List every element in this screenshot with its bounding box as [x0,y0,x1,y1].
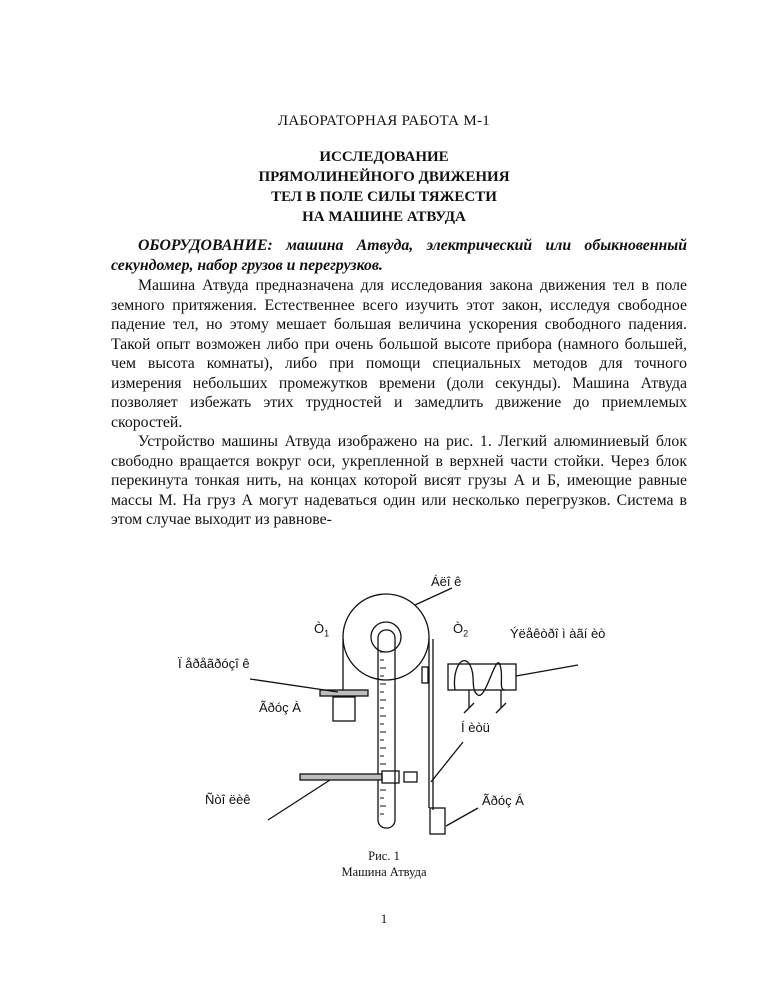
paragraph: Устройство машины Атвуда изображено на рис. 1. Легкий алюминиевый блок свободно вращается вокруг оси, укрепленной в верхней части стойки. Через блок перекинута тонкая нить, на концах которой висят грузы А и Б, имеющие равные массы М. На груз А могут надеваться один или несколько перегрузков. Система в этом случае выходит из равнове- [111,433,687,528]
title-line: ТЕЛ В ПОЛЕ СИЛЫ ТЯЖЕСТИ [271,189,497,205]
label-weight-b: Ãðóç Á [482,793,524,808]
equipment-text: машина Атвуда, электрический или обыкновенный секундомер, набор грузов и перегрузков. [111,237,688,274]
title-line: ПРЯМОЛИНЕЙНОГО ДВИЖЕНИЯ [258,169,510,185]
label-weight-a: Ãðóç À [259,700,301,715]
paragraph: Машина Атвуда предназначена для исследования закона движения тел в поле земного притяжения. Естественнее всего изучить этот закон, исследуя свободное падение тел, но этому мешает большая величина ускорения свободного падения. Такой опыт возможен либо при очень большой высоте прибора (намного большей, чем высота комнаты), либо при помощи специальных методов для точного измерения небольших промежутков времени (доли секунды). Машина Атвуда позволяет избежать этих трудностей и замедлить движение до приемлемых скоростей. [111,277,687,431]
label-overload: Ï åðåãðóçî ê [178,656,250,671]
page-number: 1 [380,911,388,926]
pulley-leader [415,588,452,605]
label-t1: $Ò_1$ [314,621,330,639]
table-leader [268,780,330,820]
pulley-outer [343,594,429,680]
weight-a [333,697,355,721]
table-screw [404,772,417,782]
equipment-label: ОБОРУДОВАНИЕ: [138,237,273,254]
photo-gate [422,667,428,683]
title-line: ИССЛЕДОВАНИЕ [319,149,449,165]
figure-caption-number: Рис. 1 [368,849,400,863]
label-block: Áëî ê [431,574,462,589]
electromagnet-body [448,664,516,690]
label-t2: $Ò_2$ [453,621,469,639]
title-line: НА МАШИНЕ АТВУДА [302,209,466,225]
table-platform [300,774,382,780]
electromagnet-leader [516,665,578,676]
overload-leader [250,679,338,692]
thread-leader [431,742,463,782]
weight-b-leader [446,808,478,826]
ruler-ticks [380,652,386,814]
figure-caption-title: Машина Атвуда [341,865,427,879]
label-electromagnet: Ýëåêòðî ì àãí èò [510,626,606,641]
label-thread: Í èòü [461,720,490,735]
weight-b [430,808,445,834]
pulley-inner [371,622,401,652]
table-clamp [382,771,399,783]
lab-work-title: ЛАБОРАТОРНАЯ РАБОТА М-1 [277,113,491,129]
label-table: Ñòî ëèê [205,792,251,807]
